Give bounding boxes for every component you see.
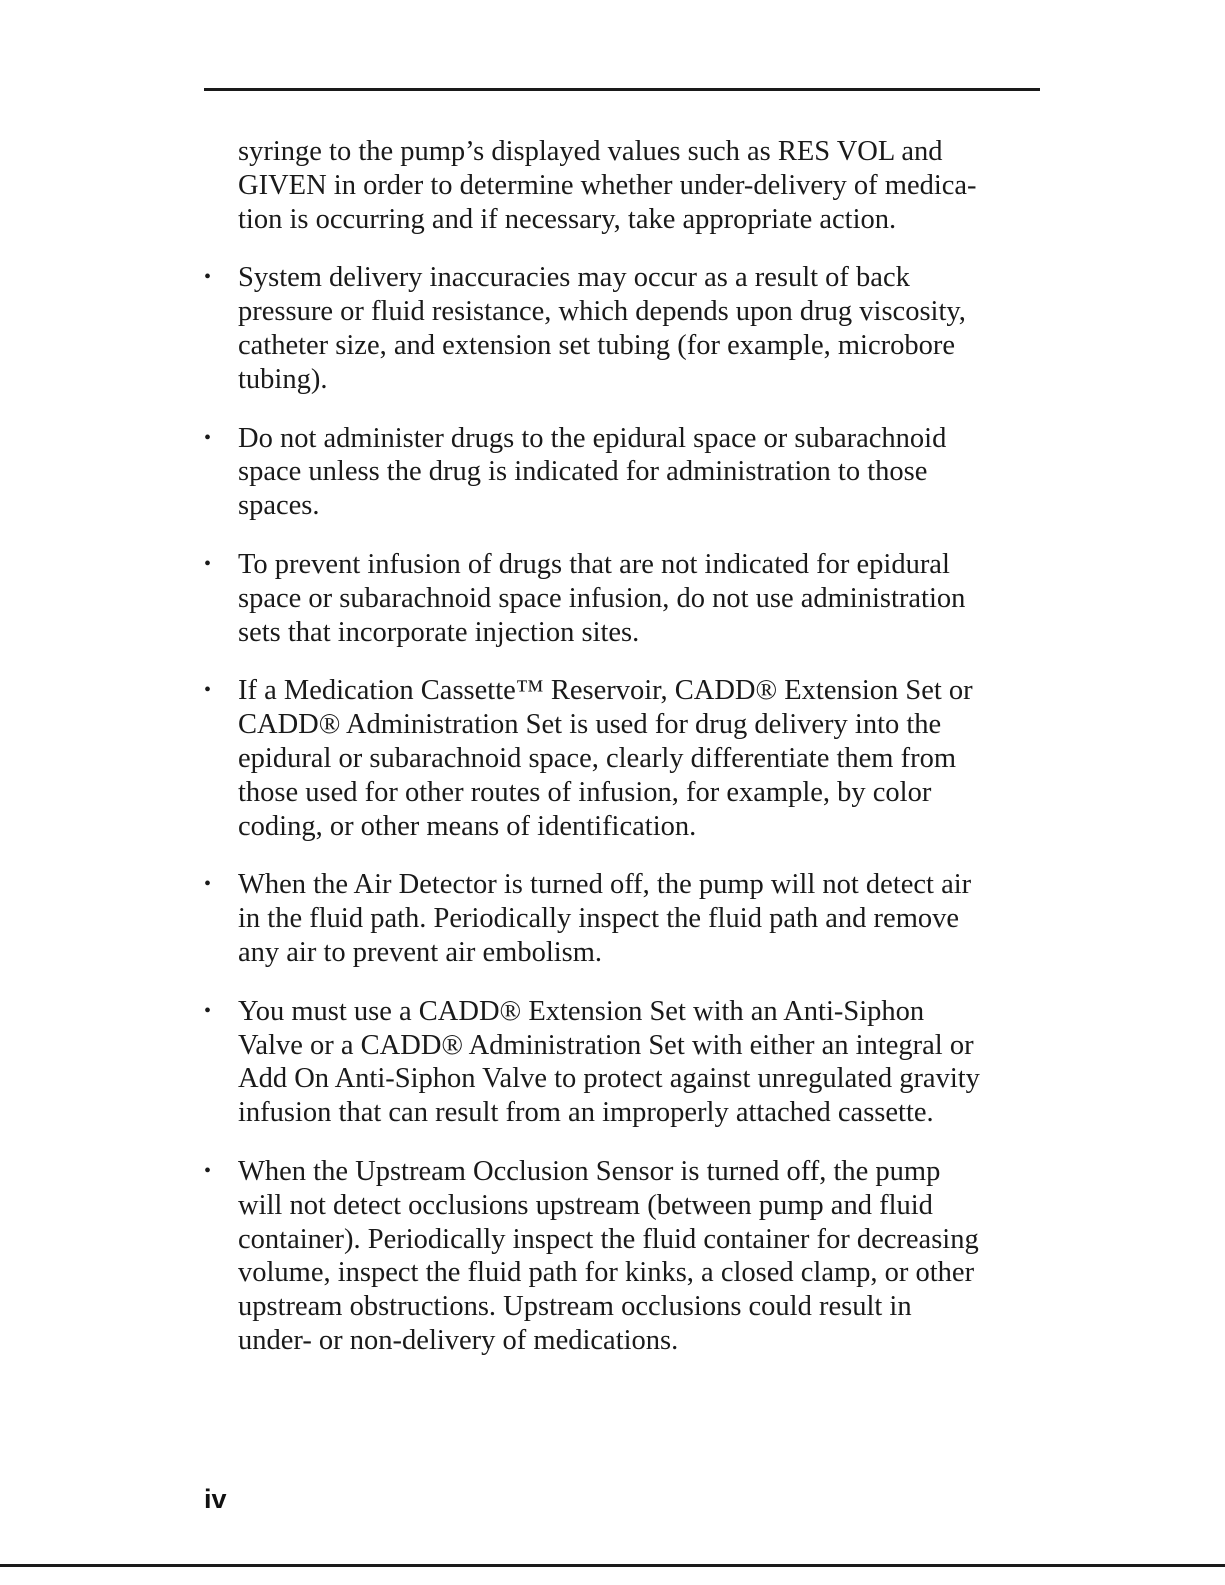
list-item-text: When the Air Detector is turned off, the pump will not detect air in the fluid path. Periodically inspect the fluid path and remove any air to prevent air embolism. <box>238 869 972 968</box>
bullet-icon: • <box>204 266 212 289</box>
header-rule <box>204 88 1040 91</box>
list-item <box>204 422 1040 523</box>
list-item-text: Do not administer drugs to the epidural space or subarachnoid space unless the drug is indicated for administration to those spaces. <box>238 422 947 522</box>
list-item <box>204 674 1040 843</box>
page-number: iv <box>204 1484 227 1514</box>
bullet-icon: • <box>204 552 212 575</box>
list-item-text: To prevent infusion of drugs that are not indicated for epidural space or subarachnoid space infusion, do not use administration sets that incorporate injection sites. <box>238 548 966 648</box>
lead-paragraph: syringe to the pump’s displayed values such as RES VOL and GIVEN in order to determine whether under-delivery of medica- tion is occurring and if necessary, take appropriate action. <box>238 136 977 235</box>
list-item <box>204 548 1040 649</box>
list-item-text: When the Upstream Occlusion Sensor is turned off, the pump will not detect occlusions upstream (between pump and fluid container). Periodically inspect the fluid container for decreasing volume, inspect the fluid path for kinks, a closed clamp, or other upstream obstructions. Upstream occlusions could result in under- or non-delivery of medications. <box>238 1155 979 1356</box>
bullet-icon: • <box>204 679 212 702</box>
warning-list <box>204 261 1040 1357</box>
list-item <box>204 261 1040 396</box>
list-item-text: System delivery inaccuracies may occur as a result of back pressure or fluid resistance, which depends upon drug viscosity, catheter size, and extension set tubing (for example, microbore tubing). <box>238 262 966 395</box>
list-item-text: You must use a CADD® Extension Set with an Anti-Siphon Valve or a CADD® Administration Set with either an integral or Add On Anti-Siphon Valve to protect against unregulated gravity infusion that can result from an improperly attached cassette. <box>238 995 980 1129</box>
page-content <box>204 135 1040 1383</box>
list-item-text: If a Medication Cassette™ Reservoir, CADD® Extension Set or CADD® Administration Set is used for drug delivery into the epidural or subarachnoid space, clearly differentiate them from those used for other routes of infusion, for example, by color coding, or other means of identification. <box>238 675 973 842</box>
bullet-icon: • <box>204 1159 212 1182</box>
bullet-icon: • <box>204 426 212 449</box>
list-item <box>204 995 1040 1130</box>
list-item <box>204 1155 1040 1358</box>
footer-rule <box>0 1564 1225 1567</box>
bullet-icon: • <box>204 999 212 1022</box>
list-item <box>204 868 1040 969</box>
bullet-icon: • <box>204 873 212 896</box>
